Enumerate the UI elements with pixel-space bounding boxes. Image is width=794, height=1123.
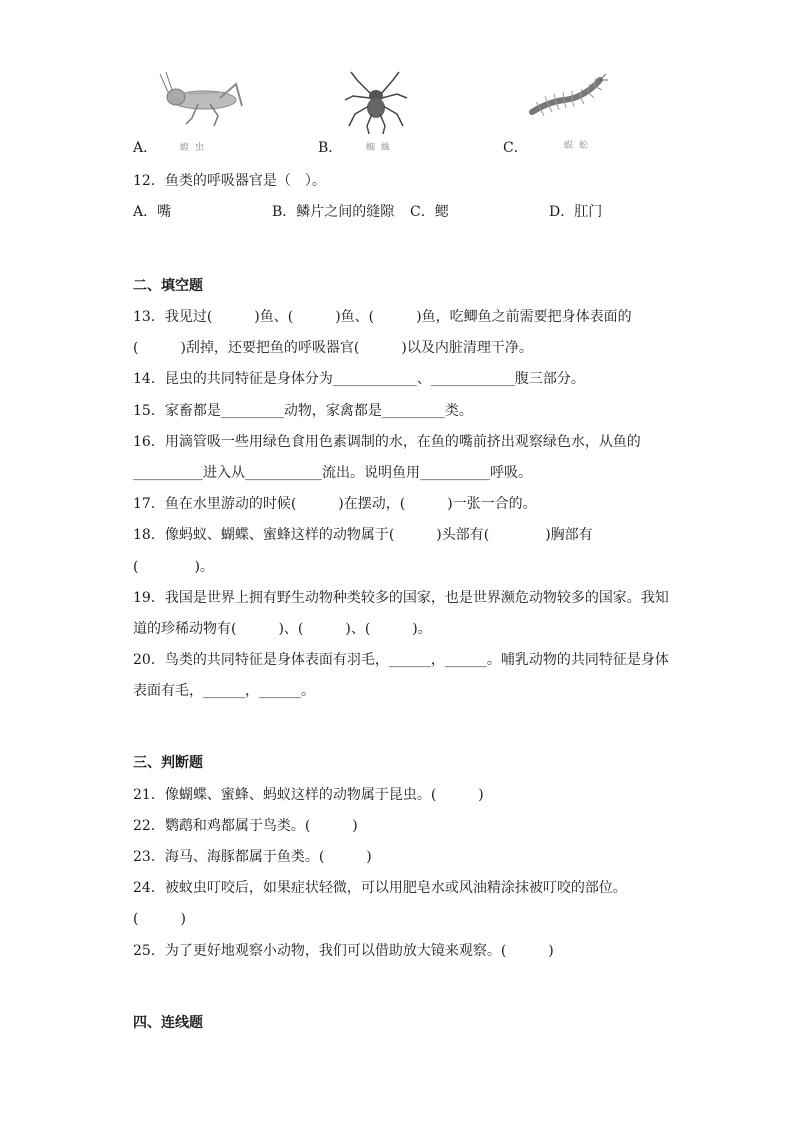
question-16-line1: 16．用滴管吸一些用绿色食用色素调制的水，在鱼的嘴前挤出观察绿色水，从鱼的 (133, 434, 641, 450)
question-24-line2: ( ) (133, 911, 186, 927)
q12-option-d: D．肛门 (549, 204, 603, 220)
question-20-line2: 表面有毛，______，______。 (133, 683, 315, 699)
spider-caption: 蜘蛛 (366, 143, 397, 153)
question-19-line1: 19．我国是世界上拥有野生动物种类较多的国家，也是世界濒危动物较多的国家。我知 (133, 590, 669, 606)
question-14: 14．昆虫的共同特征是身体分为____________、____________腹三部分。 (133, 371, 585, 387)
section-judgment-title: 三、判断题 (133, 755, 203, 771)
grasshopper-caption: 蝗虫 (180, 143, 211, 153)
question-13-line1: 13．我见过( )鱼、( )鱼、( )鱼，吃鲫鱼之前需要把身体表面的 (133, 309, 632, 325)
question-13-line2: ( )刮掉，还要把鱼的呼吸器官( )以及内脏清理干净。 (133, 340, 533, 356)
question-17: 17．鱼在水里游动的时候( )在摆动，( )一张一合的。 (133, 496, 537, 512)
q12-option-b: B．鳞片之间的缝隙 (272, 204, 395, 220)
question-15: 15．家畜都是_________动物，家禽都是_________类。 (133, 403, 473, 419)
grasshopper-image (158, 72, 244, 128)
question-23: 23．海马、海豚都属于鱼类。( ) (133, 849, 372, 865)
spider-image (343, 70, 409, 136)
section-fill-blank-title: 二、填空题 (133, 278, 203, 294)
question-12: 12．鱼类的呼吸器官是（ ）。 (133, 173, 326, 189)
centipede-image (528, 72, 608, 118)
question-18-line1: 18．像蚂蚁、蝴蝶、蜜蜂这样的动物属于( )头部有( )胸部有 (133, 527, 593, 543)
section-matching-title: 四、连线题 (133, 1015, 203, 1031)
question-16-line2: __________进入从___________流出。说明鱼用__________呼吸。 (133, 465, 532, 481)
option-c: C． (503, 140, 528, 156)
question-19-line2: 道的珍稀动物有( )、( )、( )。 (133, 621, 432, 637)
q12-option-c: C．鳃 (410, 204, 449, 220)
q12-option-a: A．嘴 (133, 204, 172, 220)
centipede-caption: 蜈蚣 (564, 141, 595, 151)
question-25: 25．为了更好地观察小动物，我们可以借助放大镜来观察。( ) (133, 943, 554, 959)
question-24-line1: 24．被蚊虫叮咬后，如果症状轻微，可以用肥皂水或风油精涂抹被叮咬的部位。 (133, 880, 627, 896)
question-22: 22．鹦鹉和鸡都属于鸟类。( ) (133, 818, 358, 834)
question-18-line2: ( )。 (133, 559, 214, 575)
question-21: 21．像蝴蝶、蜜蜂、蚂蚁这样的动物属于昆虫。( ) (133, 787, 484, 803)
question-20-line1: 20．鸟类的共同特征是身体表面有羽毛，______，______。哺乳动物的共同特征是身体 (133, 652, 669, 668)
option-b: B． (318, 140, 343, 156)
option-a: A． (133, 140, 158, 156)
